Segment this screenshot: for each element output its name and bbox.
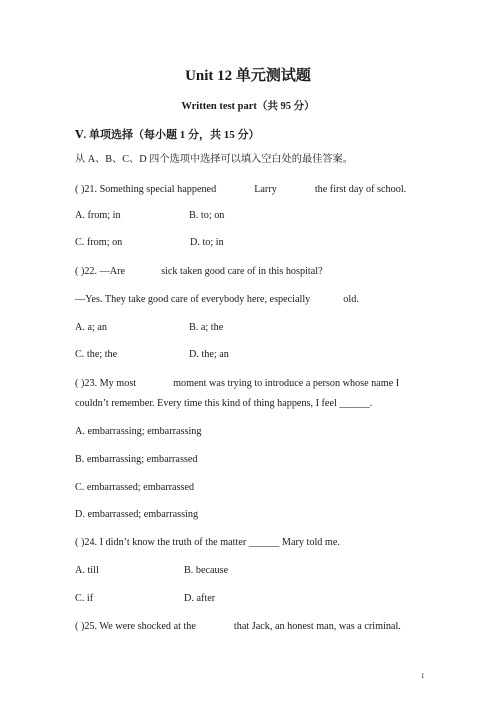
question-23-stem-part1: ( )23. My most (75, 378, 137, 389)
question-21-option-c: C. from; on (75, 237, 123, 248)
question-22-stem (75, 265, 323, 278)
question-23-option-a: A. embarrassing; embarrassing (75, 426, 202, 437)
question-25-stem (75, 620, 401, 633)
question-22-option-c: C. the; the (75, 349, 118, 360)
document-subtitle: Written test part（共 95 分） (181, 101, 315, 112)
question-24-option-b: B. because (184, 565, 229, 576)
question-22-option-b: B. a; the (189, 322, 224, 333)
question-21-option-d: D. to; in (190, 237, 224, 248)
question-24-option-d: D. after (184, 593, 216, 604)
question-23-option-c: C. embarrassed; embarrassed (75, 482, 195, 493)
question-21-stem-part3: the first day of school. (314, 184, 407, 195)
section-heading: Ⅴ. 单项选择（每小题 1 分，共 15 分） (75, 129, 260, 141)
question-22-line2 (75, 293, 359, 306)
question-23-line2: couldn’t remember. Every time this kind of thing happens, I feel ______. (75, 398, 373, 409)
question-22-option-d: D. the; an (189, 349, 229, 360)
section-instruction: 从 A、B、C、D 四个选项中选择可以填入空白处的最佳答案。 (75, 154, 353, 165)
question-22-option-a: A. a; an (75, 322, 107, 333)
page-number: 1 (421, 672, 425, 680)
question-21-stem-part2: Larry (254, 184, 277, 195)
question-21-option-b: B. to; on (189, 210, 225, 221)
question-21-stem (75, 183, 406, 196)
question-22-line2-part2: old. (343, 294, 359, 305)
question-25-stem-part1: ( )25. We were shocked at the (75, 621, 196, 632)
question-23-stem (75, 377, 399, 390)
question-23-stem-part2: moment was trying to introduce a person whose name I (173, 378, 400, 389)
question-23-option-b: B. embarrassing; embarrassed (75, 454, 198, 465)
question-22-stem-part1: ( )22. —Are (75, 266, 126, 277)
question-23-option-d: D. embarrassed; embarrassing (75, 509, 199, 520)
question-24-option-a: A. till (75, 565, 99, 576)
question-25-stem-part2: that Jack, an honest man, was a criminal. (233, 621, 401, 632)
question-21-option-a: A. from; in (75, 210, 121, 221)
question-22-line2-part1: —Yes. They take good care of everybody here, especially (75, 294, 311, 305)
question-24-stem: ( )24. I didn’t know the truth of the matter ______ Mary told me. (75, 537, 340, 548)
document-title: Unit 12 单元测试题 (185, 68, 311, 84)
question-21-stem-part1: ( )21. Something special happened (75, 184, 217, 195)
question-24-option-c: C. if (75, 593, 94, 604)
question-22-stem-part2: sick taken good care of in this hospital? (161, 266, 323, 277)
